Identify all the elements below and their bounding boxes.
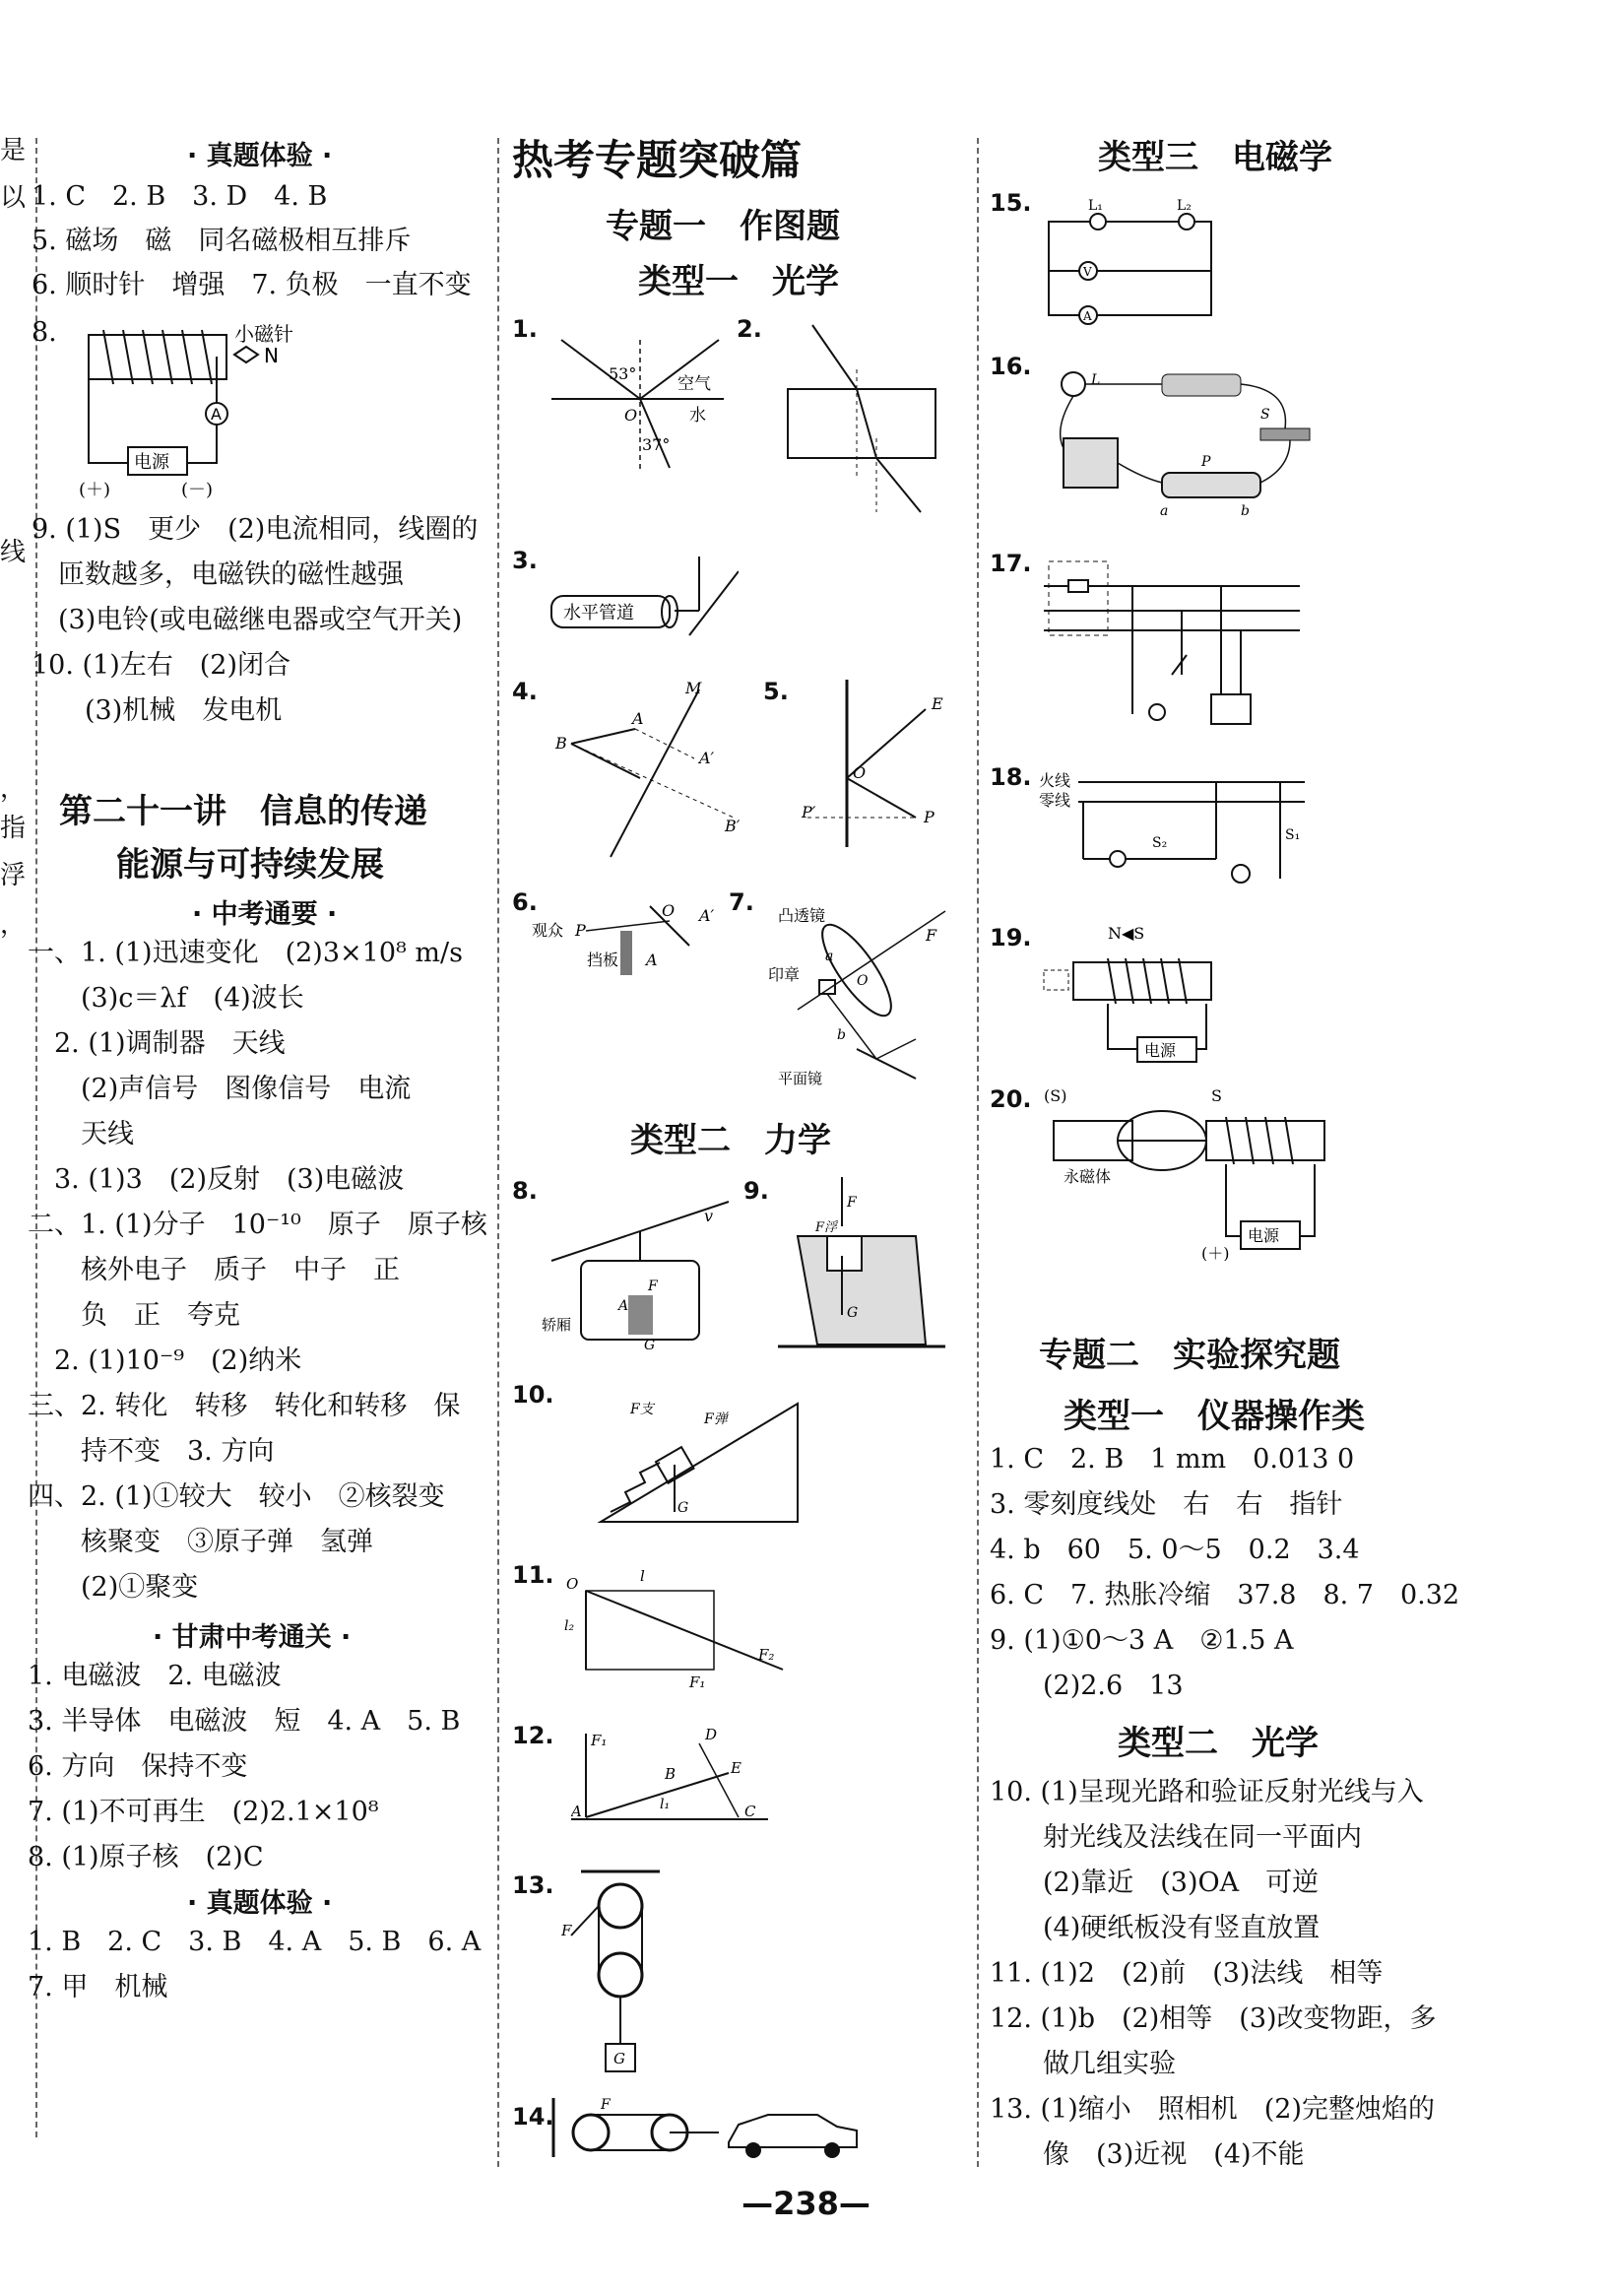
answer-line: 12. (1)b (2)相等 (3)改变物距，多 — [990, 2003, 1437, 2034]
point-o-label: O — [624, 406, 638, 425]
point-label: F — [926, 926, 937, 945]
source-label: 电源 — [134, 452, 169, 473]
board-label: 挡板 — [587, 951, 619, 969]
answer-line: 10. (1)呈现光路和验证反射光线与入 — [990, 1777, 1424, 1807]
figure-4-mirror-image — [551, 680, 748, 867]
point-label: B — [555, 734, 567, 753]
point-label: b — [837, 1027, 846, 1043]
edge-char: ， — [0, 910, 27, 940]
answer-line: 2. (1)调制器 天线 — [28, 1028, 286, 1059]
force-label: F — [601, 2097, 611, 2113]
pole-label: S — [1211, 1086, 1222, 1105]
pipe-label: 水平管道 — [563, 603, 634, 623]
answer-line: (3)电铃(或电磁继电器或空气开关) — [32, 605, 463, 635]
figure-10-spring-incline — [591, 1384, 807, 1532]
point-label: a — [1160, 503, 1169, 519]
figure-1-refraction — [551, 330, 729, 478]
point-label: C — [744, 1803, 756, 1820]
ammeter-label: A — [1083, 309, 1092, 323]
answer-line: 1. C 2. B 1 mm 0.013 0 — [990, 1444, 1355, 1475]
n-label: N — [264, 344, 279, 367]
lamp-label: L — [1091, 372, 1101, 388]
figure-number: 1. — [512, 315, 538, 343]
point-label: b — [1241, 503, 1250, 519]
answer-line: 像 (3)近视 (4)不能 — [990, 2139, 1305, 2170]
answer-line: 4. b 60 5. 0～5 0.2 3.4 — [990, 1535, 1360, 1565]
water-label: 水 — [689, 406, 706, 426]
main-title: 热考专题突破篇 — [512, 136, 803, 184]
point-label: O — [853, 763, 867, 782]
voltmeter-label: V — [1083, 265, 1092, 279]
figure-number: 17. — [990, 550, 1032, 577]
type-title: 类型一 仪器操作类 — [1064, 1397, 1365, 1436]
pole-label: (S) — [1044, 1086, 1067, 1105]
figure-17-household-circuit — [1044, 557, 1300, 734]
answer-line: 二、1. (1)分子 10⁻¹⁰ 原子 原子核 — [28, 1210, 487, 1240]
live-wire-label: 火线 — [1039, 771, 1071, 790]
air-label: 空气 — [677, 374, 711, 394]
answer-line: 四、2. (1)①较大 较小 ②核裂变 — [28, 1481, 445, 1512]
weight-label: G — [613, 2050, 625, 2067]
lamp-label: L₁ — [1088, 198, 1103, 214]
answer-line: (2)2.6 13 — [990, 1671, 1184, 1701]
figure-number: 20. — [990, 1085, 1032, 1113]
figure-13-pulley — [561, 1867, 679, 2083]
answer-line: 6. 顺时针 增强 7. 负极 一直不变 — [32, 270, 472, 300]
answer-line: 7. (1)不可再生 (2)2.1×10⁸ — [28, 1797, 379, 1827]
figure-5-mirror-reflection — [798, 680, 965, 857]
figure-number: 18. — [990, 763, 1032, 791]
figure-number: 3. — [512, 547, 538, 574]
answer-line: (3)c＝λf (4)波长 — [28, 983, 304, 1014]
edge-char: 指 — [0, 814, 27, 843]
point-label: A — [646, 951, 658, 969]
switch-label: S₂ — [1152, 835, 1168, 851]
point-label: a — [825, 949, 834, 964]
point-label: A′ — [699, 906, 715, 925]
figure-number: 15. — [990, 189, 1032, 217]
answer-line: 11. (1)2 (2)前 (3)法线 相等 — [990, 1958, 1384, 1989]
type-title: 类型一 光学 — [638, 262, 839, 301]
answer-line: 3. 半导体 电磁波 短 4. A 5. B — [28, 1706, 461, 1737]
magnet-label: 永磁体 — [1064, 1167, 1112, 1186]
point-label: O — [662, 901, 676, 920]
figure-9-buoyancy — [778, 1177, 955, 1354]
answer-line: (4)硬纸板没有竖直放置 — [990, 1913, 1321, 1943]
point-label: O — [857, 973, 869, 989]
velocity-label: v — [704, 1207, 714, 1225]
arm-label: l₁ — [660, 1797, 671, 1812]
figure-number: 13. — [512, 1871, 554, 1899]
answer-line: 3. (1)3 (2)反射 (3)电磁波 — [28, 1164, 405, 1195]
figure-6-periscope — [532, 886, 729, 985]
force-label: F₁ — [591, 1732, 608, 1749]
point-label: P — [1201, 454, 1211, 470]
answer-line: 持不变 3. 方向 — [28, 1436, 275, 1467]
force-label: F — [561, 1922, 572, 1939]
force-label: F₂ — [758, 1646, 775, 1664]
point-label: P — [575, 921, 586, 940]
stamp-label: 印章 — [768, 965, 801, 984]
edge-char: 以 — [0, 183, 27, 213]
point-label: D — [705, 1726, 718, 1743]
plus-label: (＋) — [79, 480, 111, 500]
figure-number: 19. — [990, 924, 1032, 951]
figure-number: 9. — [743, 1177, 769, 1205]
edge-char: ， — [0, 774, 27, 804]
point-label: A′ — [699, 749, 715, 767]
answer-line: 13. (1)缩小 照相机 (2)完整烛焰的 — [990, 2094, 1436, 2125]
answer-line: 匝数越多，电磁铁的磁性越强 — [32, 559, 404, 590]
answer-line: 天线 — [28, 1119, 134, 1149]
point-label: P — [924, 808, 935, 826]
section-heading: · 真题体验 · — [187, 1888, 333, 1919]
neutral-wire-label: 零线 — [1039, 791, 1071, 810]
figure-8-cable-car — [542, 1182, 739, 1349]
answer-line: (2)声信号 图像信号 电流 — [28, 1074, 412, 1104]
page-number: —238— — [742, 2185, 870, 2222]
answer-line: 9. (1)S 更少 (2)电流相同，线圈的 — [32, 514, 479, 545]
answer-line: 做几组实验 — [990, 2049, 1176, 2079]
figure-number: 7. — [729, 888, 754, 916]
force-label: G — [644, 1338, 656, 1349]
plus-label: (＋) — [1201, 1244, 1230, 1261]
figure-number: 10. — [512, 1381, 554, 1409]
point-label: B′ — [725, 817, 741, 835]
figure-number: 4. — [512, 678, 538, 705]
point-label: A — [632, 709, 644, 728]
figure-number: 5. — [763, 678, 789, 705]
arm-label: l — [640, 1567, 645, 1585]
column-divider — [977, 138, 979, 2167]
answer-line: 3. 零刻度线处 右 右 指针 — [990, 1489, 1343, 1520]
force-label: F — [648, 1279, 658, 1294]
minus-label: (－) — [181, 480, 214, 500]
figure-number: 11. — [512, 1561, 554, 1589]
figure-20-magnet-solenoid — [1044, 1083, 1339, 1261]
edge-char: 线 — [0, 538, 27, 567]
source-label: 电源 — [1248, 1226, 1280, 1245]
answer-line: 1. 电磁波 2. 电磁波 — [28, 1661, 282, 1691]
point-label: E — [731, 1759, 742, 1777]
answer-line: 10. (1)左右 (2)闭合 — [32, 650, 291, 681]
topic-title: 专题二 实验探究题 — [1039, 1336, 1340, 1375]
lecture-title: 能源与可持续发展 — [116, 845, 384, 885]
angle-label: 37° — [642, 435, 671, 454]
switch-label: S₁ — [1285, 827, 1301, 843]
answer-line: 5. 磁场 磁 同名磁极相互排斥 — [32, 226, 412, 256]
column-divider — [497, 138, 499, 2167]
mirror-label: 平面镜 — [778, 1070, 823, 1087]
figure-15-circuit — [1044, 192, 1221, 325]
answer-line: 8. (1)原子核 (2)C — [28, 1842, 264, 1872]
figure-7-lens-stamp — [768, 891, 965, 1088]
answer-line: 6. 方向 保持不变 — [28, 1751, 248, 1782]
figure-14-car-pulley — [551, 2093, 867, 2162]
section-heading: · 真题体验 · — [187, 141, 333, 171]
figure-12-lever — [571, 1724, 768, 1832]
topic-title: 专题一 作图题 — [606, 207, 840, 246]
force-label: G — [677, 1500, 689, 1516]
answer-line: 8. — [32, 317, 57, 348]
figure-2-glass-block — [778, 320, 955, 517]
answer-line: 9. (1)①0～3 A ②1.5 A — [990, 1625, 1294, 1656]
point-label: P′ — [802, 803, 816, 821]
arm-label: l₂ — [564, 1618, 575, 1634]
answer-line: 核聚变 ③原子弹 氢弹 — [28, 1527, 373, 1557]
section-heading: · 甘肃中考通关 · — [153, 1622, 352, 1653]
car-label: 轿厢 — [542, 1316, 572, 1334]
figure-11-lever — [556, 1561, 793, 1689]
answer-line: 一、1. (1)迅速变化 (2)3×10⁸ m/s — [28, 938, 463, 968]
lamp-label: L₂ — [1177, 198, 1192, 214]
compass-label: N◀S — [1108, 924, 1145, 943]
point-label: A — [618, 1298, 629, 1314]
lecture-title: 第二十一讲 信息的传递 — [59, 792, 427, 831]
force-label: F₁ — [689, 1673, 706, 1689]
magnet-label: 小磁针 — [234, 322, 293, 346]
section-heading: · 中考通要 · — [192, 899, 338, 930]
switch-label: S — [1260, 407, 1270, 423]
force-label: F — [847, 1195, 857, 1211]
force-label: F弹 — [704, 1411, 728, 1427]
figure-number: 6. — [512, 888, 538, 916]
figure-number: 8. — [512, 1177, 538, 1205]
edge-char: 是 — [0, 136, 27, 165]
answer-line: (2)靠近 (3)OA 可逆 — [990, 1868, 1320, 1898]
answer-line: (2)①聚变 — [28, 1572, 199, 1603]
type-title: 类型二 光学 — [1118, 1724, 1319, 1763]
figure-19-solenoid — [1039, 921, 1256, 1069]
ammeter-label: A — [211, 405, 222, 424]
figure-18-household-circuit — [1039, 770, 1315, 888]
point-label: B — [665, 1765, 677, 1783]
edge-char: 浮 — [0, 861, 27, 890]
figure-number: 14. — [512, 2103, 554, 2131]
answer-line: 负 正 夸克 — [28, 1300, 240, 1331]
source-label: 电源 — [1144, 1041, 1177, 1060]
lens-label: 凸透镜 — [778, 906, 826, 925]
force-label: F支 — [630, 1402, 654, 1417]
answer-line: 核外电子 质子 中子 正 — [28, 1255, 400, 1285]
viewer-label: 观众 — [532, 921, 564, 940]
force-label: G — [847, 1305, 859, 1321]
figure-8-electromagnet — [79, 315, 335, 502]
answer-line: 1. B 2. C 3. B 4. A 5. B 6. A — [28, 1927, 482, 1957]
answer-line: (3)机械 发电机 — [32, 695, 283, 726]
answer-line: 三、2. 转化 转移 转化和转移 保 — [28, 1391, 461, 1421]
force-label: F浮 — [815, 1220, 838, 1235]
answer-line: 射光线及法线在同一平面内 — [990, 1822, 1362, 1853]
point-label: O — [566, 1575, 579, 1593]
point-label: M — [685, 680, 702, 697]
answer-line: 7. 甲 机械 — [28, 1972, 168, 2002]
figure-number: 16. — [990, 353, 1032, 380]
angle-label: 53° — [609, 364, 637, 383]
figure-number: 2. — [737, 315, 762, 343]
point-label: E — [932, 694, 943, 713]
answer-line: 2. (1)10⁻⁹ (2)纳米 — [28, 1345, 302, 1376]
point-label: A — [571, 1803, 582, 1820]
figure-3-pipe-mirror — [542, 552, 739, 660]
figure-number: 12. — [512, 1722, 554, 1749]
type-title: 类型三 电磁学 — [1098, 138, 1332, 177]
answer-line: 6. C 7. 热胀冷缩 37.8 8. 7 0.32 — [990, 1580, 1460, 1610]
type-title: 类型二 力学 — [630, 1121, 831, 1160]
figure-16-real-circuit — [1044, 350, 1320, 527]
answer-line: 1. C 2. B 3. D 4. B — [32, 181, 328, 212]
